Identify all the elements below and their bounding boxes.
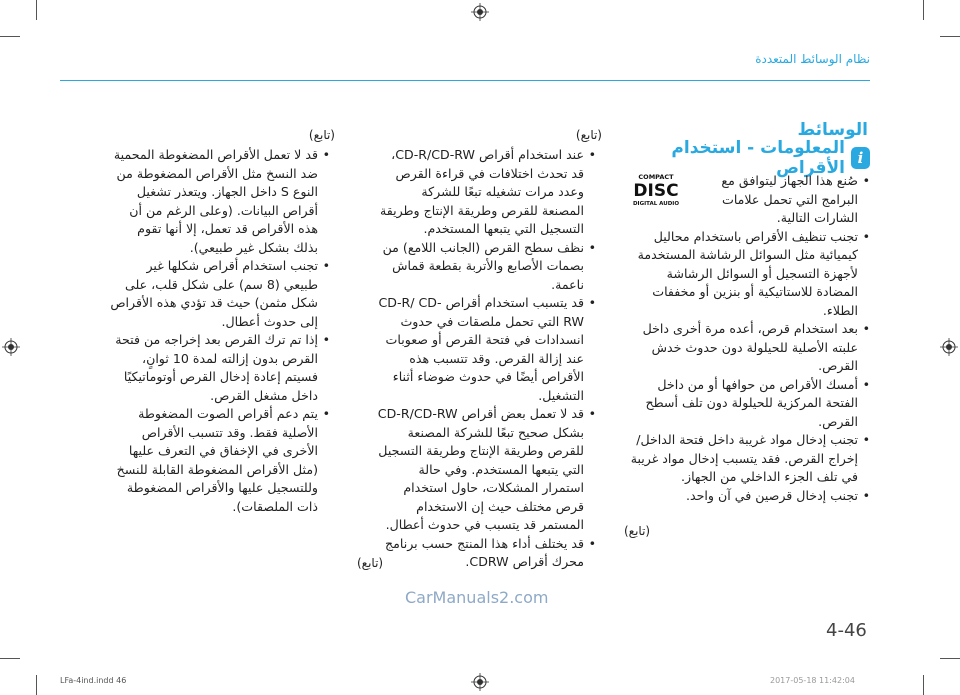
registration-mark-icon	[471, 673, 489, 691]
info-icon: i	[851, 147, 870, 169]
list-item: • تجنب تنظيف الأقراص باستخدام محاليل كيميائية مثل السوائل الرشاشة المستخدمة لأجهزة التسجيل أو السوائل الرشاشة المضادة للاستاتيكية أو بنزين أو مخففات الطلاء.	[630, 228, 858, 321]
footer-file: LFa-4ind.indd 46	[60, 676, 127, 685]
column-middle	[376, 146, 596, 572]
list-item: • يتم دعم أقراص الصوت المضغوطة الأصلية فقط. وقد تتسبب الأقراص الأخرى في الإخفاق في التعرف عليها (مثل الأقراص المضغوطة القابلة للنسخ وللتسجيل عليها والأقراص المضغوطة ذات الملصقات).	[110, 405, 318, 516]
list-item: • إذا تم ترك القرص بعد إخراجه من فتحة القرص بدون إزالته لمدة 10 ثوانٍ، فسيتم إعادة إدخال القرص أوتوماتيكيًا داخل مشغل القرص.	[110, 331, 318, 405]
list-item: • تجنب إدخال قرصين في آن واحد.	[630, 487, 858, 506]
list-middle	[376, 146, 596, 572]
list-item: • قد يختلف أداء هذا المنتج حسب برنامج محرك أقراص CDRW.	[376, 535, 584, 572]
chapter-title: نظام الوسائط المتعددة	[755, 52, 870, 66]
list-item: • بعد استخدام قرص، أعده مرة أخرى داخل علبته الأصلية للحيلولة دون حدوث خدش القرص.	[630, 320, 858, 376]
footer-date: 2017-05-18 11:42:04	[770, 676, 855, 685]
list-item: • أمسك الأقراص من حوافها أو من داخل الفتحة المركزية للحيلولة دون تلف أسطح القرص.	[630, 376, 858, 432]
crop-mark	[940, 658, 960, 659]
crop-mark	[36, 0, 37, 20]
list-item: • قد لا تعمل بعض أقراص CD-R/CD-RW بشكل صحيح تبعًا للشركة المصنعة للقرص وطريقة الإنتاج وطريقة التسجيل التي يتبعها المستخدم. وفي حالة استمرار المشكلات، حاول استخدام قرص مختلف حيث إن الاستخدام المستمر قد يتسبب في حدوث أعطال.	[376, 405, 584, 535]
disc-logo-line3: DIGITAL AUDIO	[632, 201, 680, 207]
continued-label: (تابع)	[357, 556, 384, 570]
header-rule	[60, 80, 870, 81]
list-item: • عند استخدام أقراص CD-R/CD-RW، قد تحدث اختلافات في قراءة القرص وعدد مرات تشغيله تبعًا للشركة المصنعة للقرص وطريقة الإنتاج وطريقة التسجيل التي يتبعها المستخدم.	[376, 146, 584, 239]
continued-label: (تابع)	[624, 524, 651, 538]
section-title: الوسائط	[797, 120, 868, 140]
list-right	[630, 172, 870, 505]
list-item: • قد لا تعمل الأقراص المضغوطة المحمية ضد النسخ مثل الأقراص المضغوطة من النوع S داخل الجهاز. ويتعذر تشغيل أقراص البيانات. (وعلى الرغم من أن هذه الأقراص قد تعمل، إلا أنها تقوم بذلك بشكل غير طبيعي).	[110, 146, 318, 257]
continued-label: (تابع)	[575, 128, 602, 142]
list-item: • قد يتسبب استخدام أقراص CD-R/ CD-RW التي تحمل ملصقات في حدوث انسدادات في فتحة القرص أو صعوبات عند إزالة القرص. وقد تتسبب هذه الأقراص أيضًا في حدوث ضوضاء أثناء التشغيل.	[376, 294, 584, 405]
crop-mark	[0, 658, 20, 659]
registration-mark-icon	[471, 3, 489, 21]
list-item: • تجنب إدخال مواد غريبة داخل فتحة الداخل/إخراج القرص. فقد يتسبب إدخال مواد غريبة في تلف الجزء الداخلي من الجهاز.	[630, 431, 858, 487]
info-heading-text: المعلومات - استخدام الأقراص	[671, 138, 845, 178]
registration-mark-icon	[940, 338, 958, 356]
watermark: CarManuals2.com	[405, 588, 549, 607]
disc-logo-line2: DISC	[633, 181, 679, 201]
crop-mark	[923, 675, 924, 695]
crop-mark	[0, 36, 20, 37]
continued-label: (تابع)	[308, 128, 335, 142]
list-left	[110, 146, 330, 516]
crop-mark	[36, 675, 37, 695]
list-item: • نظف سطح القرص (الجانب اللامع) من بصمات الأصابع والأتربة بقطعة قماش ناعمة.	[376, 239, 584, 295]
crop-mark	[940, 36, 960, 37]
registration-mark-icon	[2, 338, 20, 356]
column-left	[110, 146, 330, 516]
list-item: • تجنب استخدام أقراص شكلها غير طبيعي (8 سم) على شكل قلب، على شكل مثمن) حيث قد تؤدي هذه الأقراص إلى حدوث أعطال.	[110, 257, 318, 331]
disc-logo-line1: COMPACT	[638, 173, 674, 181]
page-number: 4-46	[826, 620, 867, 641]
crop-mark	[923, 0, 924, 20]
list-item: • صُنع هذا الجهاز ليتوافق مع البرامج التي تحمل علامات الشارات التالية.	[690, 172, 858, 228]
column-right	[630, 172, 870, 505]
